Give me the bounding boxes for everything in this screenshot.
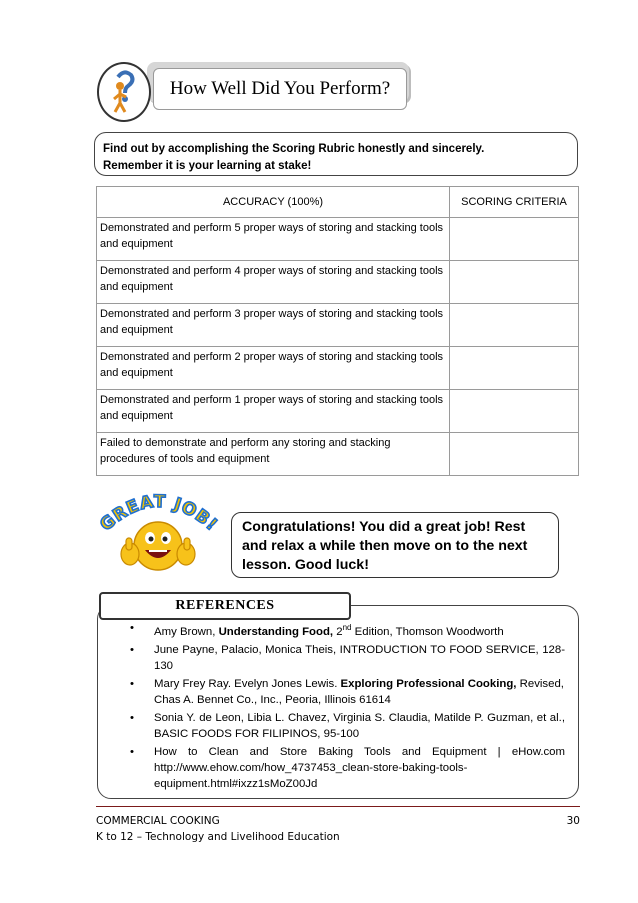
references-list (130, 620, 565, 794)
scoring-criteria-column-header: SCORING CRITERIA (450, 187, 579, 218)
header-title-box (153, 68, 407, 110)
score-cell (450, 433, 579, 476)
table-row (97, 261, 579, 304)
footer-course: COMMERCIAL COOKING (96, 815, 220, 827)
thinking-figure-icon (97, 62, 151, 122)
great-job-arc-text: GREAT JOB! (96, 491, 220, 536)
criterion-cell: Demonstrated and perform 1 proper ways of storing and stacking tools and equipment (97, 390, 450, 433)
footer-divider (96, 806, 580, 807)
criterion-cell: Demonstrated and perform 2 proper ways of storing and stacking tools and equipment (97, 347, 450, 390)
instruction-line-1: Find out by accomplishing the Scoring Rubric honestly and sincerely. (103, 143, 485, 155)
score-cell (450, 304, 579, 347)
scoring-rubric-table (96, 186, 579, 476)
great-job-smiley-icon (96, 488, 220, 580)
instruction-box (94, 132, 578, 176)
criterion-cell: Demonstrated and perform 3 proper ways of storing and stacking tools and equipment (97, 304, 450, 347)
list-item: • How to Clean and Store Baking Tools and Equipment | eHow.com http://www.ehow.com/how_4737453_clean-store-baking-tools-equipment.html#ixzz1sMoZ00Jd (130, 744, 565, 792)
table-header-row (97, 187, 579, 218)
score-cell (450, 218, 579, 261)
references-label: REFERENCES (99, 592, 351, 620)
table-row (97, 218, 579, 261)
list-item: • Mary Frey Ray. Evelyn Jones Lewis. Exploring Professional Cooking, Revised, Chas A. Bennet Co., Inc., Peoria, Illinois 61614 (130, 676, 565, 708)
criterion-cell: Demonstrated and perform 5 proper ways of storing and stacking tools and equipment (97, 218, 450, 261)
criterion-cell: Demonstrated and perform 4 proper ways of storing and stacking tools and equipment (97, 261, 450, 304)
page-number: 30 (566, 815, 580, 827)
score-cell (450, 390, 579, 433)
score-cell (450, 347, 579, 390)
table-row (97, 390, 579, 433)
table-row (97, 347, 579, 390)
header-title: How Well Did You Perform? (169, 78, 391, 99)
list-item: • Sonia Y. de Leon, Libia L. Chavez, Virginia S. Claudia, Matilde P. Guzman, et al., BASIC FOODS FOR FILIPINOS, 95-100 (130, 710, 565, 742)
congratulations-box: Congratulations! You did a great job! Rest and relax a while then move on to the next lesson. Good luck! (231, 512, 559, 578)
list-item: • Amy Brown, Understanding Food, 2nd Edition, Thomson Woodworth (130, 620, 565, 640)
list-item: • June Payne, Palacio, Monica Theis, INTRODUCTION TO FOOD SERVICE, 128-130 (130, 642, 565, 674)
criterion-cell: Failed to demonstrate and perform any storing and stacking procedures of tools and equipment (97, 433, 450, 476)
footer-program: K to 12 – Technology and Livelihood Education (96, 831, 340, 843)
page-footer (96, 813, 580, 845)
instruction-line-2: Remember it is your learning at stake! (103, 160, 312, 172)
score-cell (450, 261, 579, 304)
table-row (97, 433, 579, 476)
table-row (97, 304, 579, 347)
section-header (97, 56, 417, 116)
accuracy-column-header: ACCURACY (100%) (97, 187, 450, 218)
